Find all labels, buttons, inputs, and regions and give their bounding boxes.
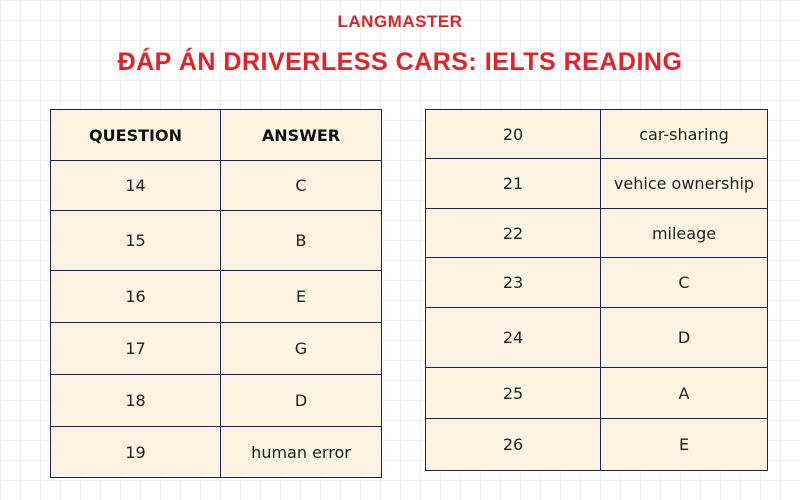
answer: car-sharing [601, 110, 768, 159]
table-row [426, 209, 768, 258]
question-number: 17 [51, 323, 221, 375]
answer: D [601, 308, 768, 368]
page-title: ĐÁP ÁN DRIVERLESS CARS: IELTS READING [117, 48, 683, 76]
answer-table-left [50, 109, 382, 478]
table-row [51, 211, 382, 271]
table-row [426, 308, 768, 368]
question-number: 21 [426, 159, 601, 209]
question-number: 22 [426, 209, 601, 258]
answer-table-right [425, 109, 768, 471]
answer: C [601, 258, 768, 308]
table-row [51, 375, 382, 427]
answer: human error [221, 427, 382, 478]
answer: G [221, 323, 382, 375]
answer: C [221, 161, 382, 211]
answer: A [601, 368, 768, 419]
table-header-row [51, 110, 382, 161]
table-row [426, 110, 768, 159]
question-number: 23 [426, 258, 601, 308]
header-answer: ANSWER [221, 110, 382, 161]
question-number: 18 [51, 375, 221, 427]
answer: B [221, 211, 382, 271]
table-row [51, 323, 382, 375]
answer: mileage [601, 209, 768, 258]
answer: D [221, 375, 382, 427]
answer: E [601, 419, 768, 471]
answer: vehice ownership [601, 159, 768, 209]
question-number: 14 [51, 161, 221, 211]
question-number: 26 [426, 419, 601, 471]
langmaster-logo: LANGMASTER [337, 12, 463, 31]
table-row [426, 159, 768, 209]
question-number: 20 [426, 110, 601, 159]
question-number: 19 [51, 427, 221, 478]
header-question: QUESTION [51, 110, 221, 161]
table-row [426, 258, 768, 308]
answer: E [221, 271, 382, 323]
table-row [426, 368, 768, 419]
table-row [51, 161, 382, 211]
table-row [51, 427, 382, 478]
question-number: 15 [51, 211, 221, 271]
question-number: 24 [426, 308, 601, 368]
table-row [51, 271, 382, 323]
table-row [426, 419, 768, 471]
question-number: 16 [51, 271, 221, 323]
question-number: 25 [426, 368, 601, 419]
